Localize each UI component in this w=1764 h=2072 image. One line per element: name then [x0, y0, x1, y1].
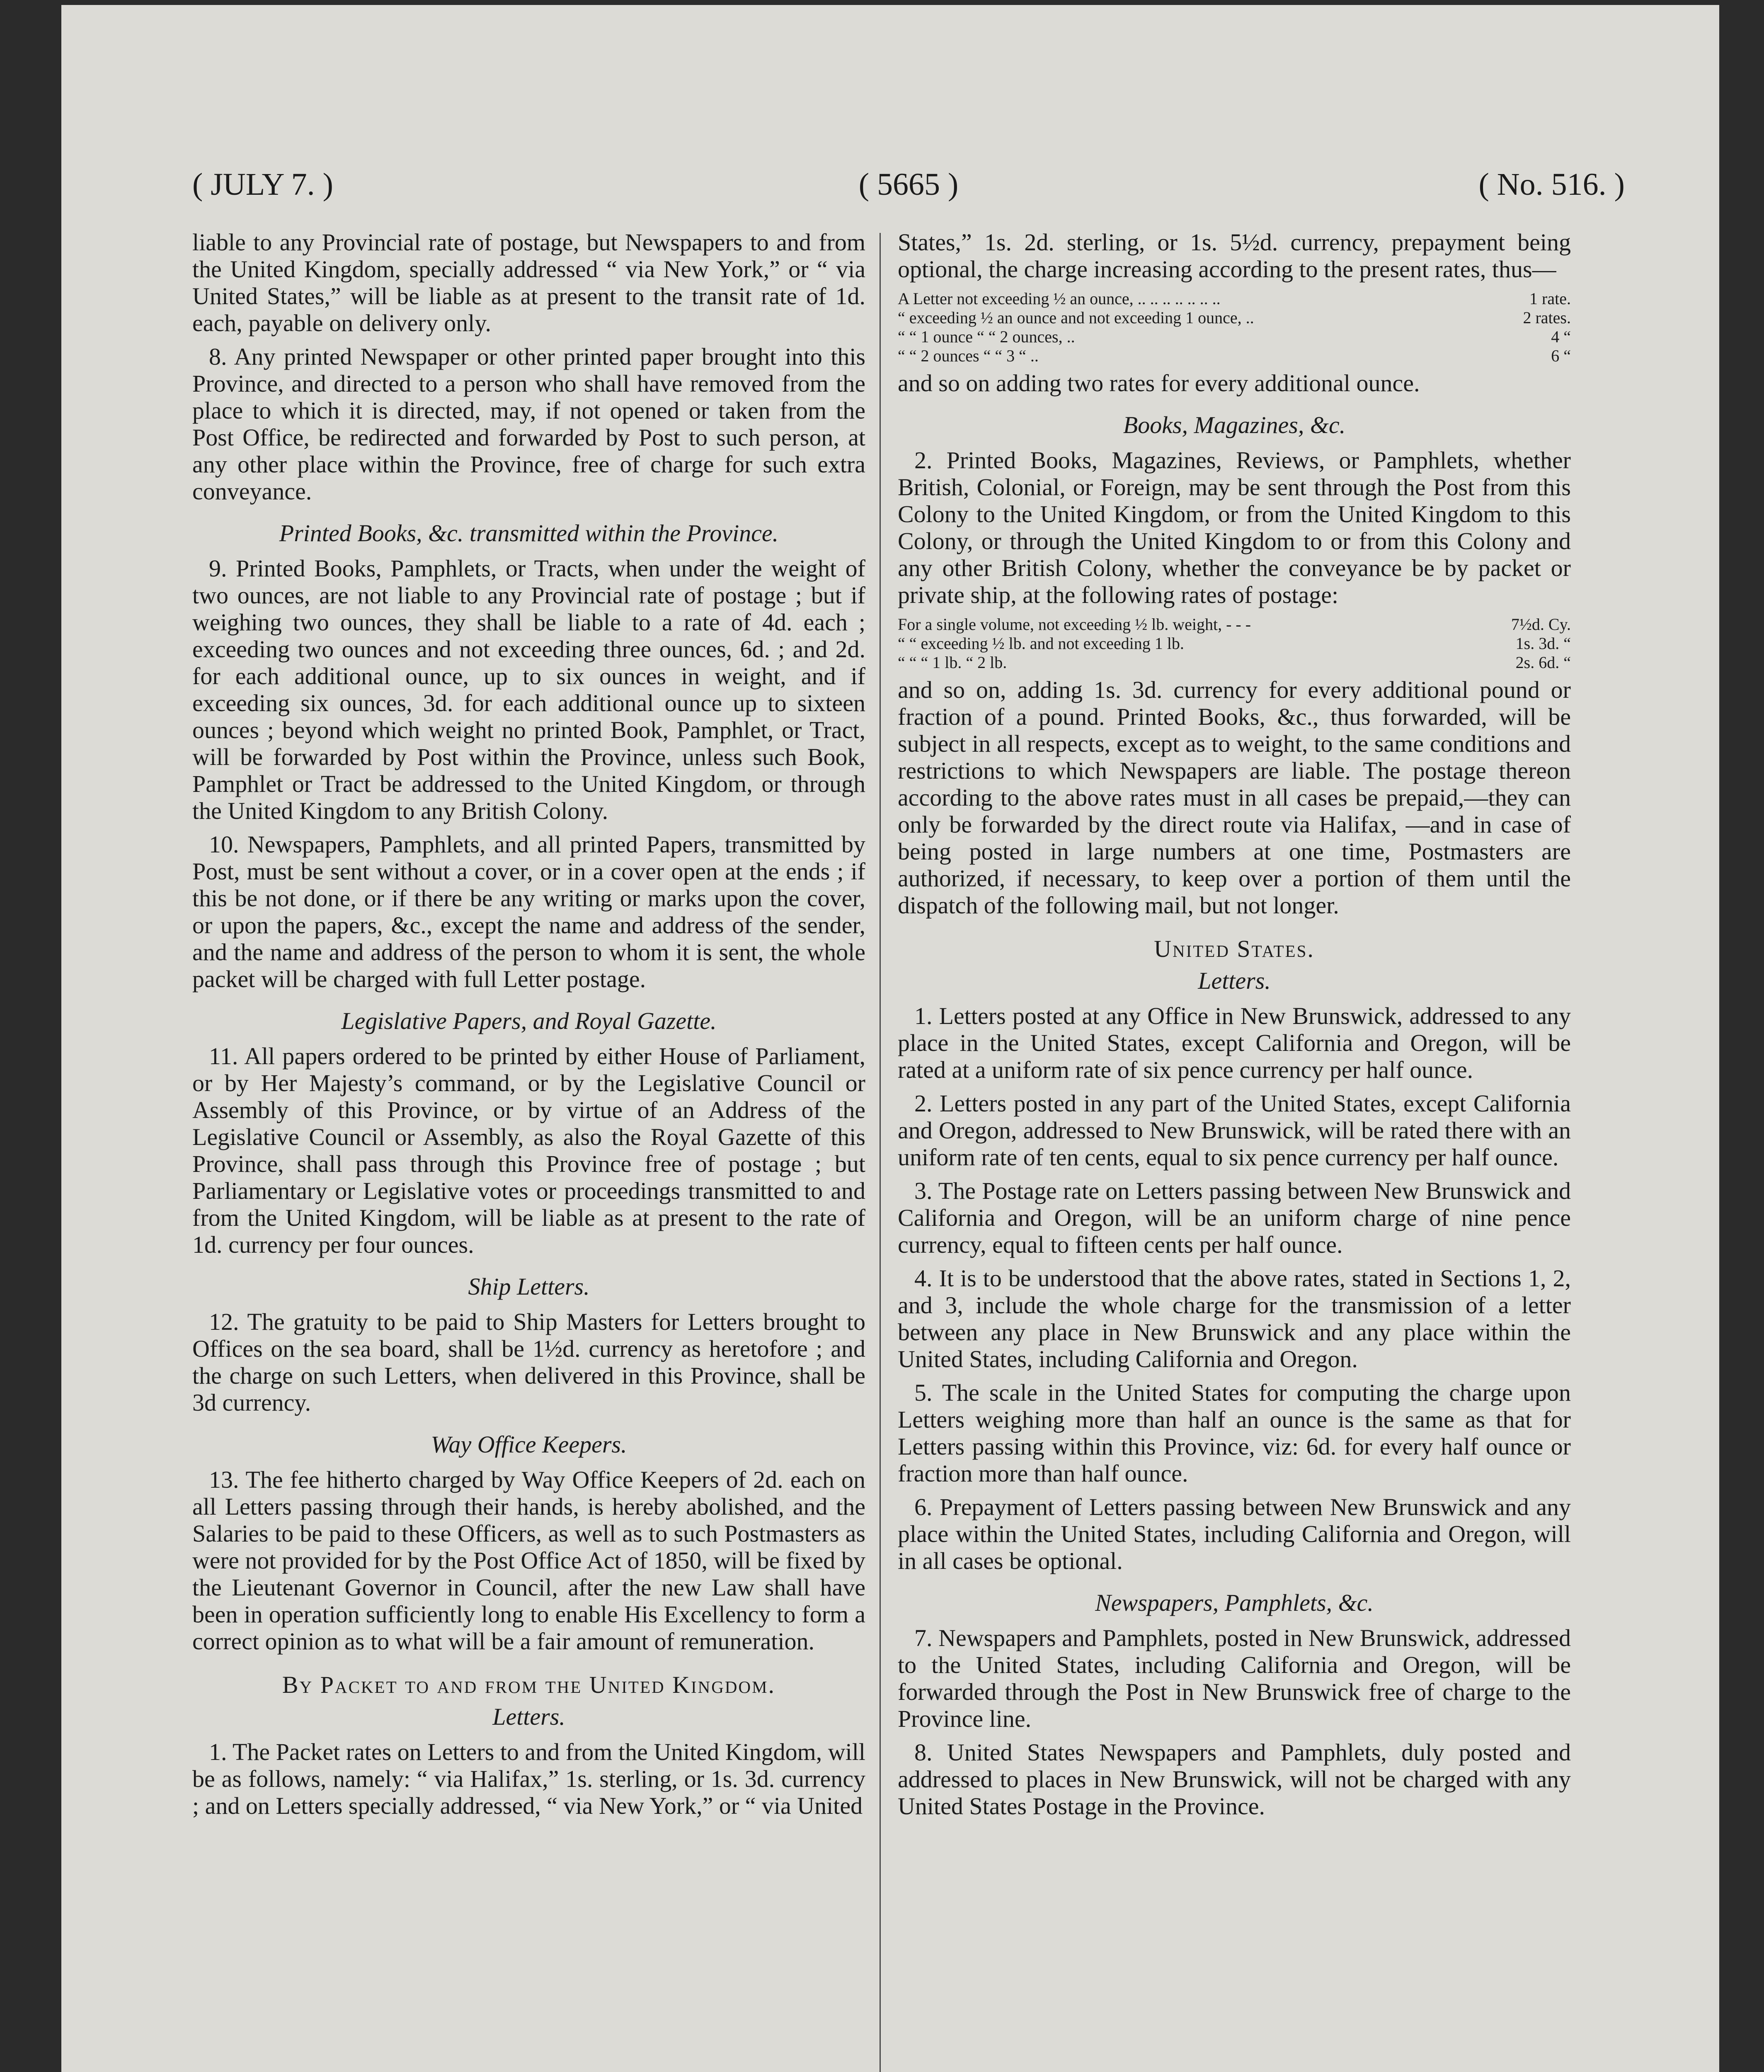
paragraph-10: 10. Newspapers, Pamphlets, and all printed Papers, transmitted by Post, must be sent without a cover, or in a cover open at the ends ; if this be not done, or if there be any writing or marks upon the cover, or upon the papers, &c., except the name and address of the sender, and the name and address of the person to whom it is sent, the whole packet will be charged with full Letter postage.	[192, 831, 865, 992]
rate-row	[898, 346, 1571, 366]
header-issue-number: ( No. 516. )	[1478, 167, 1625, 202]
rate-row	[898, 308, 1571, 327]
heading-printed-books: Printed Books, &c. transmitted within the Province.	[279, 520, 779, 547]
paragraph-us-2: 2. Letters posted in any part of the United States, except California and Oregon, addressed to New Brunswick, will be rated there with an uniform rate of ten cents, equal to six pence currency per half ounce.	[898, 1090, 1571, 1171]
column-divider	[880, 233, 881, 2072]
rate-value: 1s. 3d. “	[1515, 634, 1571, 653]
rate-value: 1 rate.	[1529, 289, 1571, 308]
right-column	[898, 229, 1571, 1826]
paragraph-9: 9. Printed Books, Pamphlets, or Tracts, when under the weight of two ounces, are not liable to any Provincial rate of postage ; but if weighing two ounces, they shall be liable to a rate of 4d. each ; exceeding two ounces and not exceeding three ounces, 6d. ; and 2d. for each additional ounce, up to six ounces in weight, and if exceeding six ounces, 3d. for each additional ounce up to sixteen ounces ; beyond which weight no printed Book, Pamphlet, or Tract, will be forwarded by Post within the Province, unless such Book, Pamphlet or Tract be addressed to the United Kingdom, or through the United Kingdom to any British Colony.	[192, 555, 865, 824]
document-page	[61, 5, 1719, 2072]
book-rate-table	[898, 615, 1571, 672]
heading-us-letters: Letters.	[1198, 967, 1271, 994]
heading-way-office-keepers: Way Office Keepers.	[431, 1431, 627, 1458]
rate-row	[898, 653, 1571, 672]
header-date: ( JULY 7. )	[192, 167, 333, 202]
letter-rate-table	[898, 289, 1571, 366]
rate-description: A Letter not exceeding ½ an ounce, .. .. .. .. .. .. ..	[898, 289, 1221, 308]
left-column	[192, 229, 865, 1826]
paragraph-12: 12. The gratuity to be paid to Ship Masters for Letters brought to Offices on the sea board, shall be 1½d. currency as heretofore ; and the charge on such Letters, when delivered in this Province, shall be 3d currency.	[192, 1308, 865, 1416]
rate-row	[898, 327, 1571, 346]
paragraph-11: 11. All papers ordered to be printed by either House of Parliament, or by Her Majesty’s command, or by the Legislative Council or Assembly of this Province, or by virtue of an Address of the Legislative Council or Assembly, as also the Royal Gazette of this Province, shall pass through this Province free of postage ; but Parliamentary or Legislative votes or proceedings transmitted to and from the United Kingdom, will be liable as at present to the rate of 1d. currency per four ounces.	[192, 1043, 865, 1258]
rate-row	[898, 289, 1571, 308]
heading-books-magazines: Books, Magazines, &c.	[1123, 411, 1346, 438]
rate-value: 2s. 6d. “	[1515, 653, 1571, 672]
paragraph-us-8: 8. United States Newspapers and Pamphlets, duly posted and addressed to places in New Brunswick, will not be charged with any United States Postage in the Province.	[898, 1739, 1571, 1820]
paragraph-continued: liable to any Provincial rate of postage, but Newspapers to and from the United Kingdom, specially addressed “ via New York,” or “ via United States,” will be liable as at present to the transit rate of 1d. each, payable on delivery only.	[192, 229, 865, 336]
heading-legislative-papers: Legislative Papers, and Royal Gazette.	[341, 1007, 717, 1034]
rate-value: 7½d. Cy.	[1511, 615, 1571, 634]
paragraph-us-6: 6. Prepayment of Letters passing between New Brunswick and any place within the United States, including California and Oregon, will in all cases be optional.	[898, 1493, 1571, 1574]
rate-description: For a single volume, not exceeding ½ lb. weight, - - -	[898, 615, 1251, 634]
paragraph-books-continued: and so on, adding 1s. 3d. currency for every additional pound or fraction of a pound. Printed Books, &c., thus forwarded, will be subject in all respects, except as to weight, to the same conditions and restrictions to which Newspapers are liable. The postage thereon according to the above rates must in all cases be prepaid,—they can only be forwarded by the direct route via Halifax, —and in case of being posted in large numbers at one time, Postmasters are authorized, if necessary, to keep over a portion of them until the dispatch of the following mail, but not longer.	[898, 676, 1571, 919]
rate-row	[898, 634, 1571, 653]
paragraph-us-4: 4. It is to be understood that the above rates, stated in Sections 1, 2, and 3, include the whole charge for the transmission of a letter between any place in New Brunswick and any place within the United States, including California and Oregon.	[898, 1265, 1571, 1372]
paragraph-us-5: 5. The scale in the United States for computing the charge upon Letters weighing more than half an ounce is the same as that for Letters passing within this Province, viz: 6d. for every half ounce or fraction more than half ounce.	[898, 1379, 1571, 1487]
rate-value: 4 “	[1551, 327, 1571, 346]
paragraph-us-7: 7. Newspapers and Pamphlets, posted in New Brunswick, addressed to the United States, including California and Oregon, will be forwarded through the Post in New Brunswick free of charge to the Province line.	[898, 1624, 1571, 1732]
paragraph-13: 13. The fee hitherto charged by Way Office Keepers of 2d. each on all Letters passing through their hands, is hereby abolished, and the Salaries to be paid to these Officers, as well as to such Postmasters as were not provided for by the Post Office Act of 1850, will be fixed by the Lieutenant Governor in Council, after the new Law shall have been in operation sufficiently long to enable His Excellency to form a correct opinion as to what will be a fair amount of remuneration.	[192, 1466, 865, 1655]
rate-value: 6 “	[1551, 346, 1571, 365]
rate-description: “ exceeding ½ an ounce and not exceeding 1 ounce, ..	[898, 308, 1254, 327]
rate-description: “ “ 1 ounce “ “ 2 ounces, ..	[898, 327, 1075, 346]
heading-united-states: United States.	[1154, 935, 1315, 962]
rate-description: “ “ “ 1 lb. “ 2 lb.	[898, 653, 1007, 672]
paragraph-packet-1: 1. The Packet rates on Letters to and from the United Kingdom, will be as follows, namely: “ via Halifax,” 1s. sterling, or 1s. 3d. currency ; and on Letters specially addressed, “ via New York,” or “ via United	[192, 1738, 865, 1819]
paragraph-8: 8. Any printed Newspaper or other printed paper brought into this Province, and directed to a person who shall have removed from the place to which it is directed, may, if not opened or taken from the Post Office, be redirected and forwarded by Post to such person, at any other place within the Province, free of charge for such extra conveyance.	[192, 343, 865, 505]
paragraph-after-rates: and so on adding two rates for every additional ounce.	[898, 370, 1420, 397]
rate-value: 2 rates.	[1523, 308, 1571, 327]
heading-newspapers-pamphlets: Newspapers, Pamphlets, &c.	[1095, 1589, 1374, 1616]
heading-ship-letters: Ship Letters.	[468, 1273, 590, 1300]
header-page-number: ( 5665 )	[858, 167, 959, 202]
paragraph-packet-1-continued: States,” 1s. 2d. sterling, or 1s. 5½d. currency, prepayment being optional, the charge increasing according to the present rates, thus—	[898, 229, 1571, 283]
page-header	[192, 167, 1625, 216]
rate-description: “ “ 2 ounces “ “ 3 “ ..	[898, 346, 1039, 365]
paragraph-us-1: 1. Letters posted at any Office in New Brunswick, addressed to any place in the United States, except California and Oregon, will be rated at a uniform rate of six pence currency per half ounce.	[898, 1002, 1571, 1083]
paragraph-us-3: 3. The Postage rate on Letters passing between New Brunswick and California and Oregon, will be an uniform charge of nine pence currency, equal to fifteen cents per half ounce.	[898, 1177, 1571, 1258]
paragraph-books-2: 2. Printed Books, Magazines, Reviews, or Pamphlets, whether British, Colonial, or Foreign, may be sent through the Post from this Colony to the United Kingdom, or from the United Kingdom to this Colony, or through the United Kingdom to or from this Colony and any other British Colony, whether the conveyance be by packet or private ship, at the following rates of postage:	[898, 447, 1571, 608]
heading-packet-letters: Letters.	[492, 1703, 565, 1730]
rate-description: “ “ exceeding ½ lb. and not exceeding 1 lb.	[898, 634, 1184, 653]
rate-row	[898, 615, 1571, 634]
heading-packet-united-kingdom: By Packet to and from the United Kingdom.	[282, 1671, 776, 1698]
